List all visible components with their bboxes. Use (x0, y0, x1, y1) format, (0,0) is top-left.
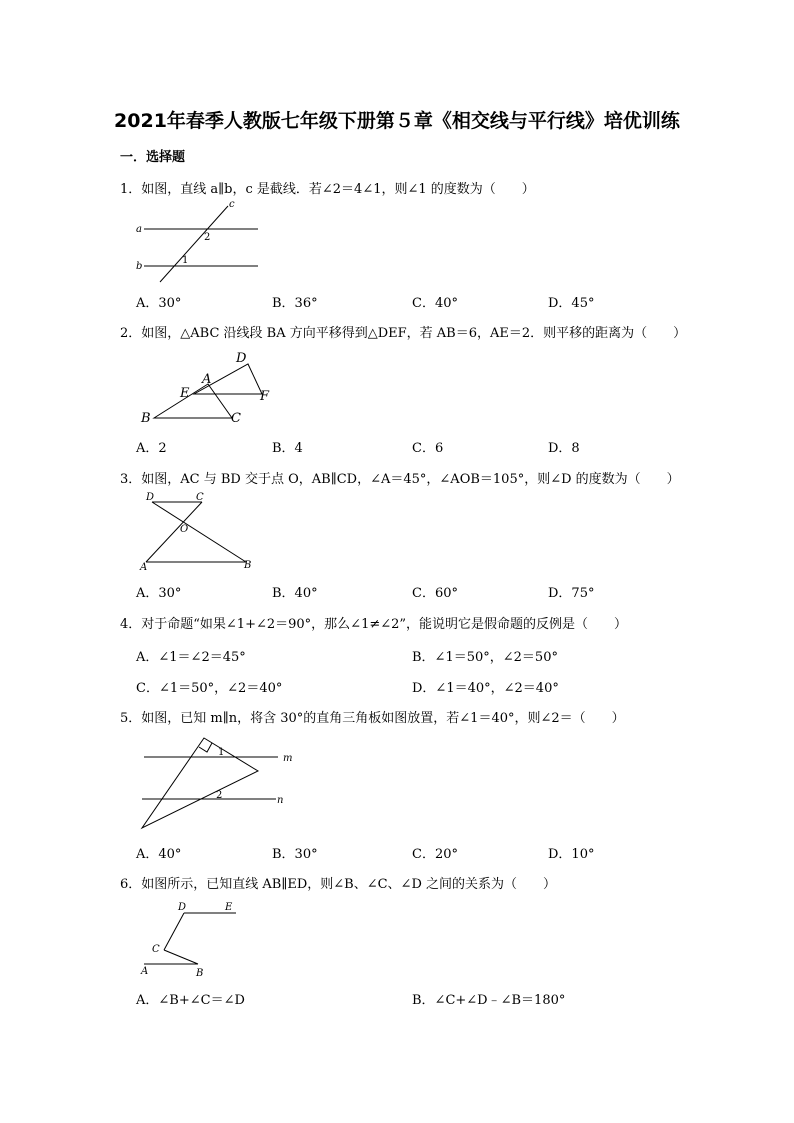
section-heading: 一．选择题 (120, 150, 186, 165)
label-a: a (136, 224, 142, 235)
q1-option-c: C．40° (412, 296, 458, 311)
set-square (142, 738, 258, 828)
question-2-stem: 2．如图，△ABC 沿线段 BA 方向平移得到△DEF，若 AB＝6，AE＝2．则平移的距离为（ ） (120, 326, 687, 341)
q5-option-d: D．10° (548, 847, 595, 862)
q5-option-b: B．30° (272, 847, 318, 862)
q2-option-d: D．8 (548, 441, 580, 456)
page-title: 2021年春季人教版七年级下册第５章《相交线与平行线》培优训练 (114, 110, 680, 132)
q1-option-d: D．45° (548, 296, 595, 311)
q6-option-b: B．∠C+∠D﹣∠B＝180° (412, 993, 566, 1008)
question-1-stem: 1．如图，直线 a∥b，c 是截线．若∠2＝4∠1，则∠1 的度数为（ ） (120, 182, 535, 197)
triangle-abc (154, 384, 232, 418)
question-1-figure (130, 198, 270, 284)
label-E: E (225, 902, 233, 913)
q2-option-c: C．6 (412, 441, 444, 456)
question-4-stem: 4．对于命题“如果∠1+∠2＝90°，那么∠1≠∠2”，能说明它是假命题的反例是（ ） (120, 617, 628, 632)
q4-option-a: A．∠1＝∠2＝45° (136, 650, 246, 665)
label-B: B (196, 968, 204, 979)
label-D: D (146, 492, 155, 503)
label-E: E (180, 386, 190, 401)
label-F: F (260, 389, 270, 404)
q2-option-b: B．4 (272, 441, 303, 456)
q1-option-b: B．36° (272, 296, 318, 311)
q3-option-b: B．40° (272, 586, 318, 601)
label-C: C (196, 492, 204, 503)
q5-option-c: C．20° (412, 847, 458, 862)
label-angle-1: 1 (182, 255, 189, 266)
label-angle-2: 2 (204, 232, 211, 243)
question-5-figure (138, 734, 298, 834)
question-6-figure (138, 898, 248, 980)
label-D: D (236, 351, 247, 366)
label-B: B (141, 411, 151, 426)
label-A: A (140, 562, 148, 573)
q4-option-b: B．∠1＝50°，∠2＝50° (412, 650, 558, 665)
segment-cb (164, 950, 198, 964)
q3-option-a: A．30° (136, 586, 182, 601)
q1-option-a: A．30° (136, 296, 182, 311)
q6-option-a: A．∠B+∠C＝∠D (136, 993, 245, 1008)
question-2-figure (140, 350, 280, 428)
label-c: c (229, 199, 235, 210)
right-angle-mark (199, 743, 212, 752)
segment-ac (146, 502, 202, 562)
label-A: A (202, 372, 212, 387)
q5-option-a: A．40° (136, 847, 182, 862)
segment-dc (164, 913, 184, 950)
label-O: O (180, 524, 189, 535)
question-3-figure (138, 488, 258, 573)
label-n: n (277, 795, 284, 806)
q3-option-d: D．75° (548, 586, 595, 601)
q2-option-a: A．2 (136, 441, 167, 456)
question-6-stem: 6．如图所示，已知直线 AB∥ED，则∠B、∠C、∠D 之间的关系为（ ） (120, 877, 556, 892)
label-b: b (136, 261, 143, 272)
label-A: A (141, 966, 149, 977)
question-3-stem: 3．如图，AC 与 BD 交于点 O，AB∥CD，∠A＝45°，∠AOB＝105°，则∠D 的度数为（ ） (120, 472, 680, 487)
question-5-stem: 5．如图，已知 m∥n，将含 30°的直角三角板如图放置，若∠1＝40°，则∠2＝（ ） (120, 711, 625, 726)
label-m: m (283, 753, 293, 764)
q4-option-d: D．∠1＝40°，∠2＝40° (412, 681, 559, 696)
label-C: C (152, 944, 160, 955)
label-angle-2: 2 (216, 790, 223, 801)
line-c (160, 206, 228, 282)
label-D: D (178, 902, 187, 913)
q3-option-c: C．60° (412, 586, 458, 601)
q4-option-c: C．∠1＝50°，∠2＝40° (136, 681, 283, 696)
label-angle-1: 1 (218, 747, 225, 758)
segment-db (152, 502, 246, 562)
label-B: B (244, 560, 252, 571)
label-C: C (231, 411, 241, 426)
